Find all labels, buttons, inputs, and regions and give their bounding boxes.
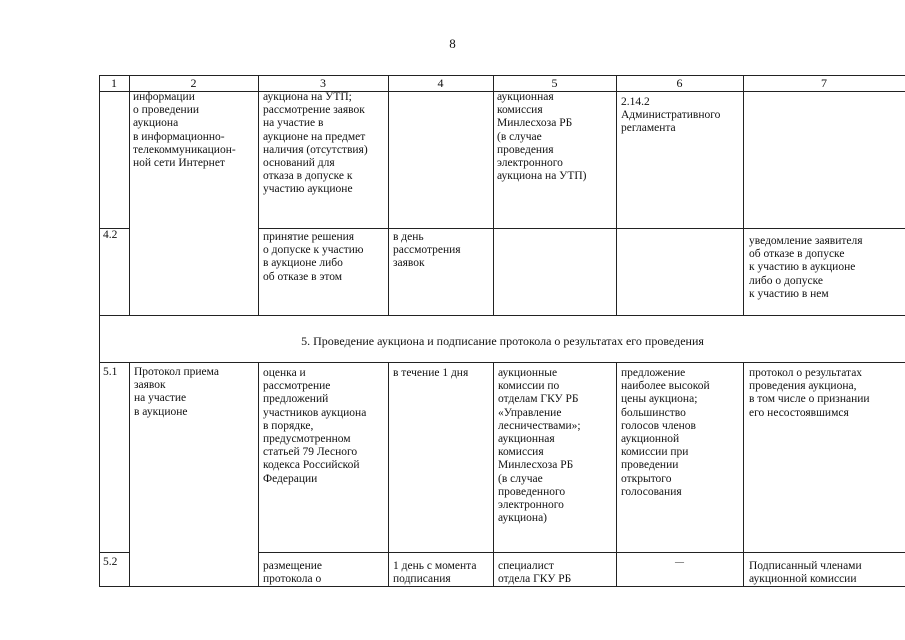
cont-col2-text: информации о проведении аукциона в информационно- телекоммуникацион- ной сети Интернет [133,91,236,170]
column-header-4: 4 [437,76,444,90]
row-5-1-col7-text: протокол о результатах проведения аукциона, в том числе о признании его несостоявшимся [749,367,870,419]
column-header-6: 6 [676,76,683,90]
column-header-5: 5 [551,76,558,90]
column-header-7: 7 [821,76,827,90]
row-border [99,552,129,553]
col-border [129,362,130,587]
row-4-2-number: 4.2 [103,229,118,241]
row-5-2-number: 5.2 [103,556,118,568]
section-heading: 5. Проведение аукциона и подписание протокола о результатах его проведения [301,334,704,348]
col-border [743,75,744,316]
col-border [616,362,617,587]
row-5-2-col5-text: специалист отдела ГКУ РБ [498,560,572,586]
row-5-2-col3-text: размещение протокола о [263,560,322,586]
row-5-2-col6-dash: — [675,557,684,567]
row-border [99,362,905,363]
row-border [258,228,905,229]
row-5-2-col7-text: Подписанный членами аукционной комиссии [749,560,862,586]
column-header-3: 3 [320,76,326,90]
col-border [493,75,494,316]
cont-col6-text: 2.14.2 Административного регламента [621,96,721,135]
row-4-2-col3-text: принятие решения о допуске к участию в аукционе либо об отказе в этом [263,231,364,283]
row-4-2-col4-text: в день рассмотрения заявок [393,231,461,270]
row-border [99,315,905,316]
col-border [258,75,259,316]
cont-col5-text: аукционная комиссия Минлесхоза РБ (в случае проведения электронного аукциона на УТП) [497,91,587,183]
col-border [388,362,389,587]
col-border [743,362,744,587]
row-5-1-col4-text: в течение 1 дня [393,367,469,379]
row-5-1-col6-text: предложение наиболее высокой цены аукциона; большинство голосов членов аукционной комиссии при проведении открытого голосования [621,367,710,498]
row-4-2-col7-text: уведомление заявителя об отказе в допуске к участию в аукционе либо о допуске к участию в нем [749,235,863,300]
page-number: 8 [449,36,456,51]
col-border [616,75,617,316]
row-border [258,552,905,553]
column-header-2: 2 [190,76,197,90]
column-header-1: 1 [111,76,117,90]
row-5-1-col5-text: аукционные комиссии по отделам ГКУ РБ «Управление лесничествами»; аукционная комиссия Минлесхоза РБ (в случае проведенного электронного аукциона) [498,367,581,525]
cont-col3-text: аукциона на УТП; рассмотрение заявок на участие в аукционе на предмет наличия (отсутствия) оснований для отказа в допуске к участию аукционе [263,91,368,196]
row-5-2-col4-text: 1 день с момента подписания [393,560,477,586]
row-5-1-number: 5.1 [103,366,118,378]
col-border [129,75,130,316]
col-border [258,362,259,587]
col-border [388,75,389,316]
row-5-1-col2-text: Протокол приема заявок на участие в аукционе [134,366,219,418]
col-border [493,362,494,587]
col-border [99,75,100,587]
row-5-1-col3-text: оценка и рассмотрение предложений участников аукциона в порядке, предусмотренном статьей 79 Лесного кодекса Российской Федерации [263,367,367,485]
